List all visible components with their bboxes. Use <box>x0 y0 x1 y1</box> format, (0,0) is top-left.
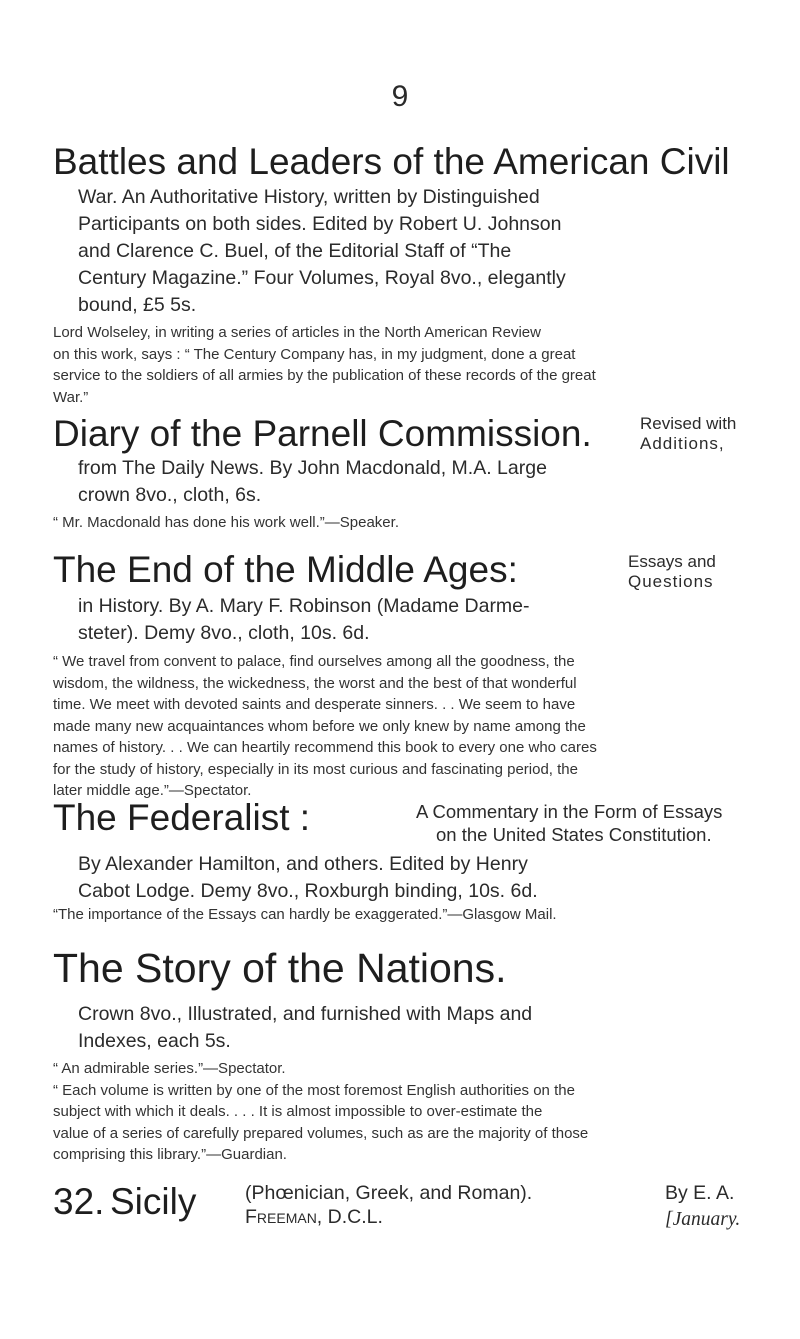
entry-title: The End of the Middle Ages: <box>53 549 518 590</box>
review-quote <box>53 322 753 408</box>
review-quote <box>53 904 753 926</box>
description-line: Crown 8vo., Illustrated, and furnished with Maps and <box>78 1003 533 1025</box>
description-line: By Alexander Hamilton, and others. Edited by Henry <box>78 853 528 875</box>
quote-line: comprising this library.”—Guardian. <box>53 1146 287 1163</box>
quote-line: War.” <box>53 388 89 406</box>
description-line: and Clarence C. Buel, of the Editorial Staff of “The <box>78 240 512 262</box>
entry-title: Sicily <box>110 1181 197 1222</box>
quote-line: subject with which it deals. . . . It is almost impossible to over-estimate the <box>53 1103 543 1120</box>
quote-line: Lord Wolseley, in writing a series of articles in the North American Review <box>53 324 541 341</box>
quote-line: wisdom, the wildness, the wickedness, the worst and the best of that wonderful <box>53 674 577 692</box>
quote-line: names of history. . . We can heartily recommend this book to every one who cares <box>53 739 597 756</box>
description-line: bound, £5 5s. <box>78 294 197 316</box>
quote-line: “The importance of the Essays can hardly be exaggerated.”—Glasgow Mail. <box>53 906 557 923</box>
subtitle-line: Revised with <box>640 414 737 433</box>
description-line: War. An Authoritative History, written by Distinguished <box>78 186 540 208</box>
description-line: crown 8vo., cloth, 6s. <box>78 484 262 506</box>
entry-description <box>78 455 547 509</box>
quote-line: service to the soldiers of all armies by the publication of these records of the great <box>53 367 596 384</box>
entry-subtitle <box>640 414 736 454</box>
entry-description <box>78 851 538 905</box>
quote-line: value of a series of carefully prepared volumes, such as are the majority of those <box>53 1124 589 1142</box>
issue-date: [January. <box>665 1209 741 1230</box>
subtitle-line: Additions, <box>640 434 725 453</box>
entry-title: Battles and Leaders of the American Civil <box>53 141 730 182</box>
description-line: in History. By A. Mary F. Robinson (Madame Darme- <box>78 595 530 617</box>
description-line: from The Daily News. By John Macdonald, M.A. Large <box>78 457 547 479</box>
description-line: Cabot Lodge. Demy 8vo., Roxburgh binding, 10s. 6d. <box>78 880 538 902</box>
entry-description <box>78 593 530 647</box>
quote-line: time. We meet with devoted saints and desperate sinners. . . We seem to have <box>53 696 576 713</box>
subtitle-line: Essays and <box>628 552 716 571</box>
entry-title: Diary of the Parnell Commission. <box>53 413 592 454</box>
description-line: Century Magazine.” Four Volumes, Royal 8vo., elegantly <box>78 267 566 289</box>
review-quote <box>53 1058 753 1166</box>
quote-line: “ Each volume is written by one of the most foremost English authorities on the <box>53 1081 575 1099</box>
description-line: Participants on both sides. Edited by Robert U. Johnson <box>78 213 562 235</box>
entry-title: The Story of the Nations. <box>53 945 507 991</box>
author-prefix: By E. A. <box>665 1182 735 1204</box>
entry-subtitle: (Phœnician, Greek, and Roman). <box>245 1182 533 1204</box>
entry-description <box>78 184 566 319</box>
entry-subtitle <box>628 552 716 592</box>
subtitle-line: on the United States Constitution. <box>436 824 712 845</box>
description-line: steter). Demy 8vo., cloth, 10s. 6d. <box>78 622 370 644</box>
entry-author: Freeman, D.C.L. <box>245 1206 383 1228</box>
quote-line: “ We travel from convent to palace, find ourselves among all the goodness, the <box>53 653 575 670</box>
review-quote <box>53 651 753 802</box>
quote-line: later middle age.”—Spectator. <box>53 782 252 799</box>
entry-subtitle <box>416 800 722 846</box>
subtitle-line: Questions <box>628 572 714 591</box>
subtitle-line: A Commentary in the Form of Essays <box>416 801 723 822</box>
quote-line: on this work, says : “ The Century Company has, in my judgment, done a great <box>53 345 576 363</box>
entry-description <box>78 1001 532 1055</box>
quote-line: “ Mr. Macdonald has done his work well.”—Speaker. <box>53 514 399 531</box>
quote-line: made many new acquaintances whom before we only knew by name among the <box>53 717 586 735</box>
entry-title: The Federalist : <box>53 797 311 838</box>
quote-line: for the study of history, especially in its most curious and fascinating period, the <box>53 760 578 778</box>
review-quote <box>53 512 753 534</box>
quote-line: “ An admirable series.”—Spectator. <box>53 1060 286 1077</box>
page-number: 9 <box>391 80 409 113</box>
description-line: Indexes, each 5s. <box>78 1030 231 1052</box>
volume-number: 32. <box>53 1181 105 1222</box>
